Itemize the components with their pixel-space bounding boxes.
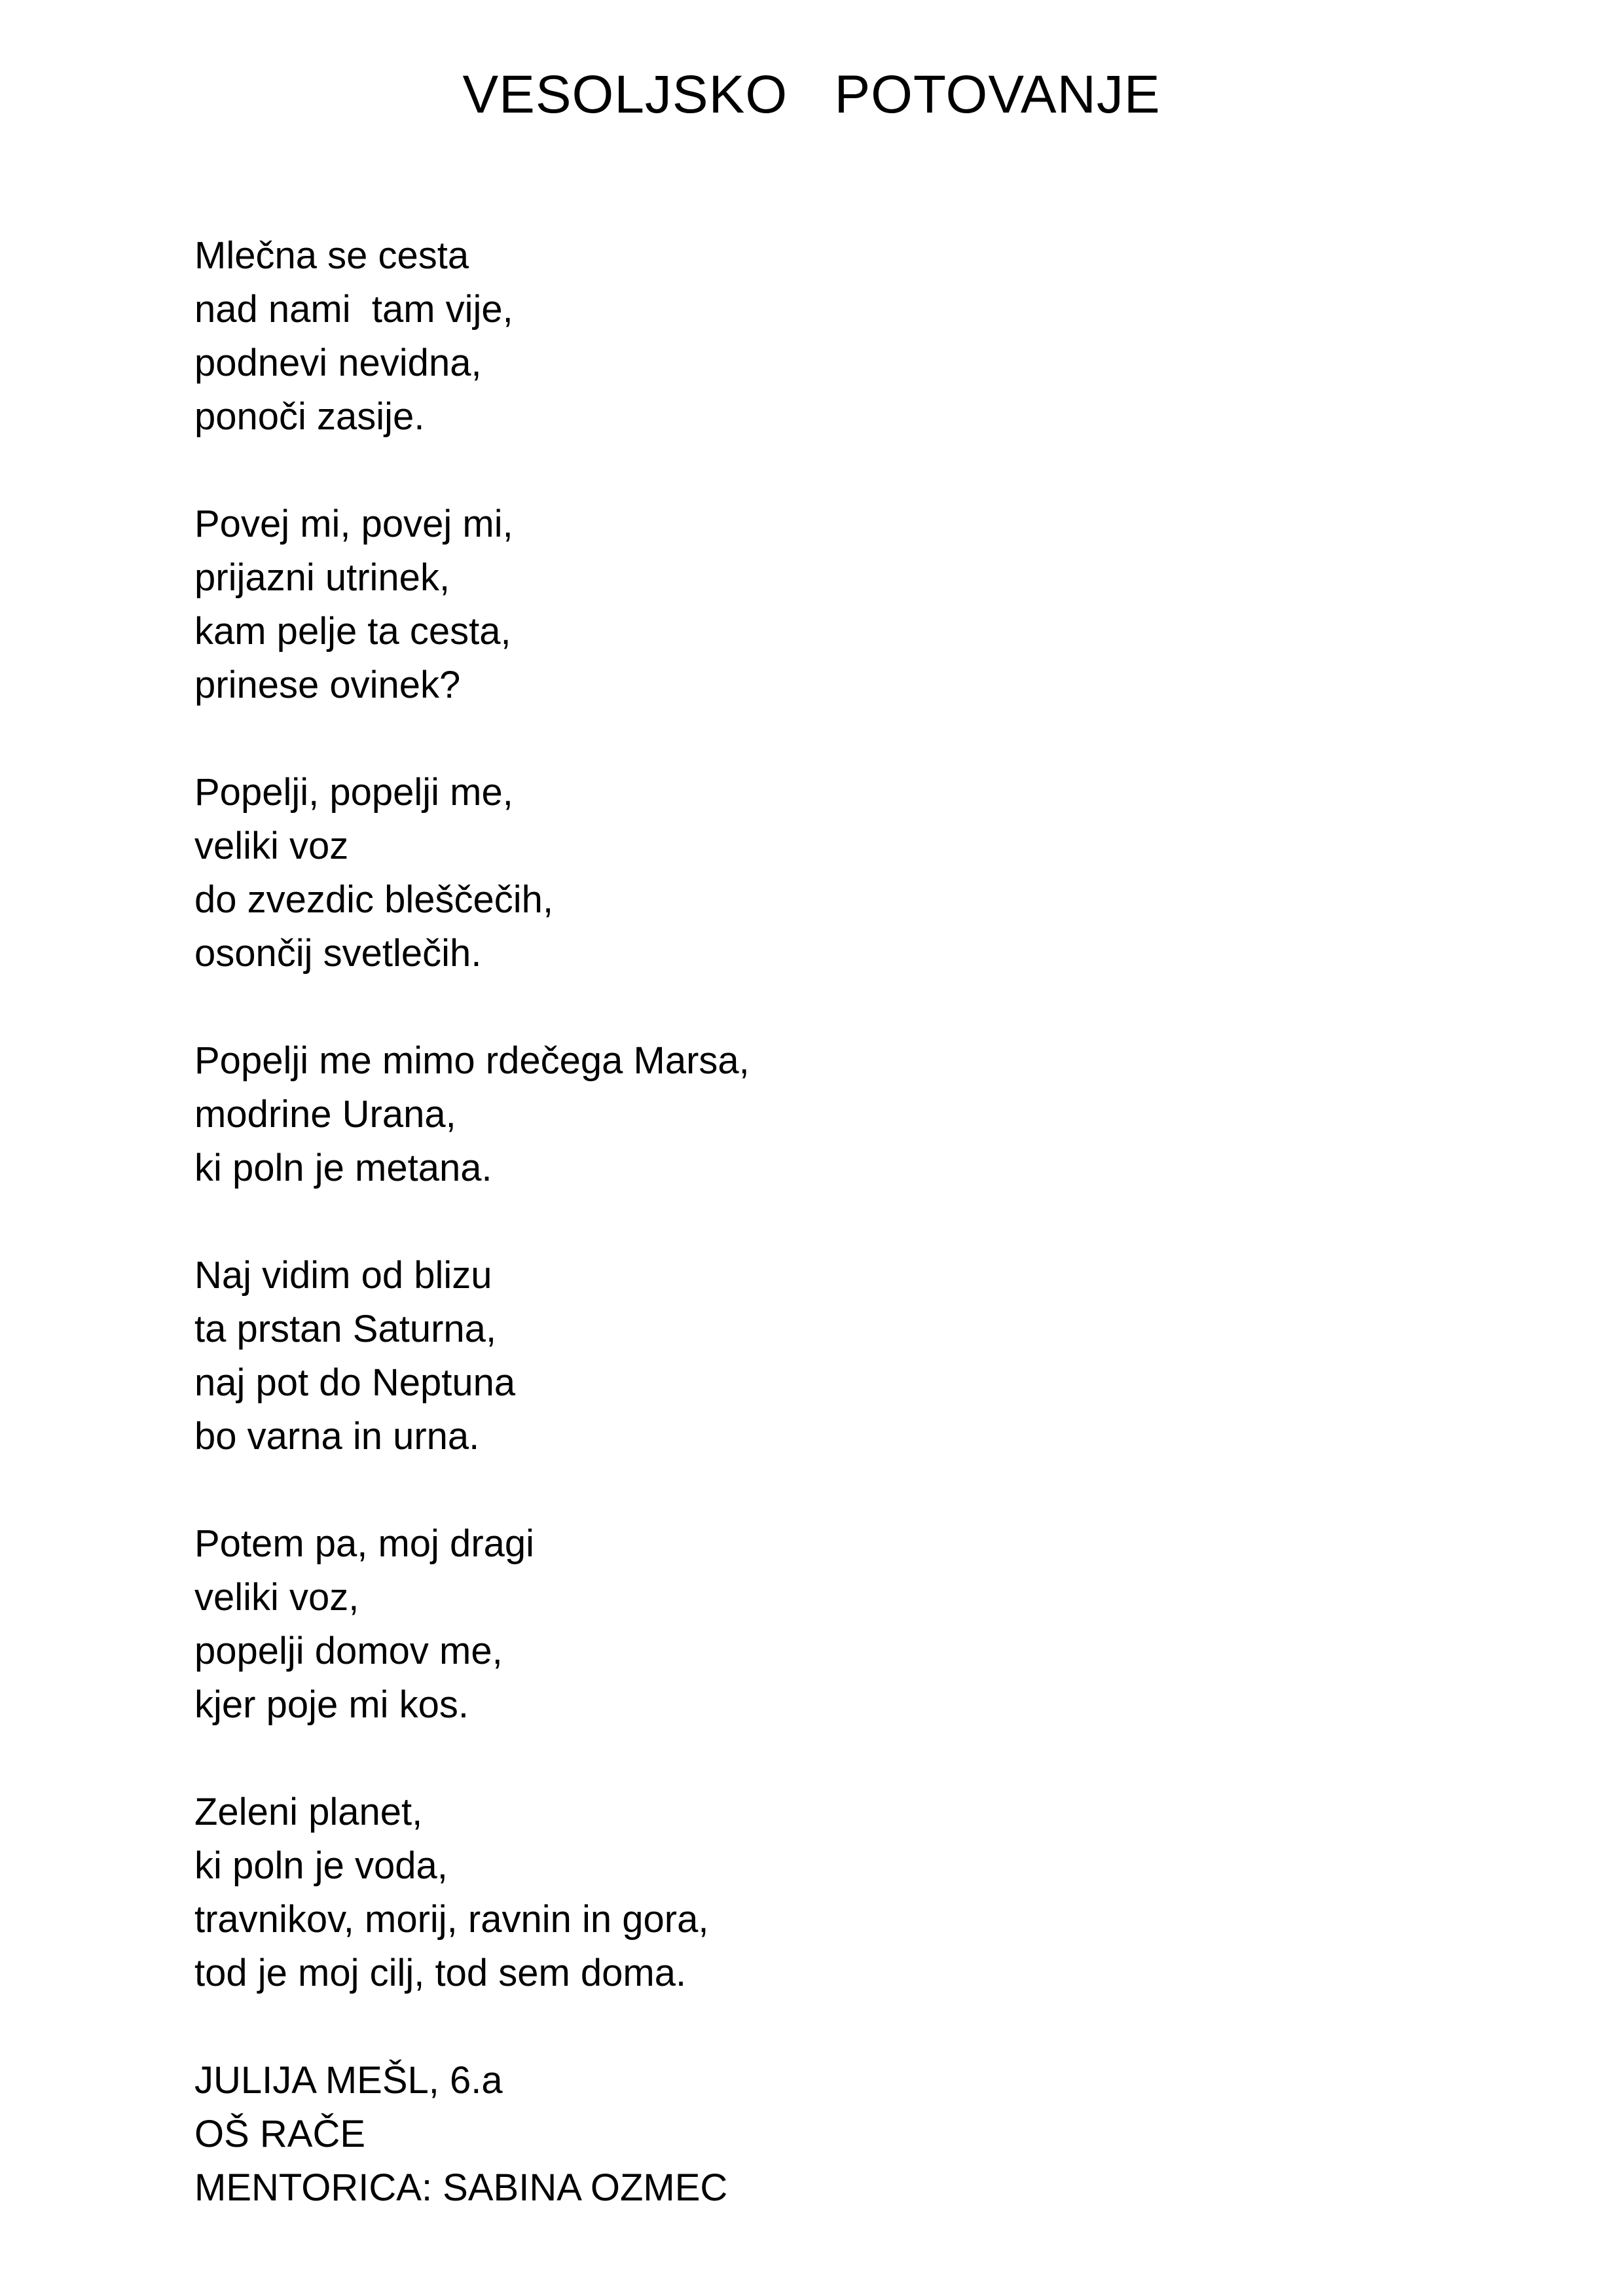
poem-line: ki poln je voda, — [194, 1844, 448, 1887]
poem-line: modrine Urana, — [194, 1093, 456, 1136]
poem-line: Zeleni planet, — [194, 1791, 423, 1833]
poem-line: tod je moj cilj, tod sem doma. — [194, 1952, 687, 1994]
poem-line: podnevi nevidna, — [194, 342, 482, 384]
stanza-4 — [194, 1034, 1438, 1195]
stanza-6 — [194, 1517, 1438, 1732]
signature-block — [194, 2054, 1438, 2215]
poem-line: Povej mi, povej mi, — [194, 503, 513, 545]
stanza-1 — [194, 229, 1438, 444]
poem-body — [194, 229, 1438, 2215]
mentor-line: MENTORICA: SABINA OZMEC — [194, 2166, 728, 2209]
poem-line: ki poln je metana. — [194, 1147, 492, 1189]
poem-line: travnikov, morij, ravnin in gora, — [194, 1898, 709, 1941]
poem-line: kjer poje mi kos. — [194, 1683, 469, 1726]
poem-line: Mlečna se cesta — [194, 234, 469, 277]
poem-line: Popelji, popelji me, — [194, 771, 513, 814]
stanza-3 — [194, 766, 1438, 980]
stanza-2 — [194, 497, 1438, 712]
poem-line: Potem pa, moj dragi — [194, 1522, 535, 1565]
poem-line: veliki voz — [194, 825, 349, 867]
poem-line: nad nami tam vije, — [194, 288, 513, 331]
poem-line: popelji domov me, — [194, 1630, 503, 1672]
poem-line: do zvezdic bleščečih, — [194, 878, 554, 921]
poem-title: VESOLJSKO POTOVANJE — [462, 65, 1161, 124]
poem-line: veliki voz, — [194, 1576, 359, 1619]
stanza-5 — [194, 1249, 1438, 1463]
poem-line: Naj vidim od blizu — [194, 1254, 492, 1297]
author-line: JULIJA MEŠL, 6.a — [194, 2059, 503, 2102]
poem-line: osončij svetlečih. — [194, 932, 482, 975]
stanza-7 — [194, 1785, 1438, 2000]
poem-line: prinese ovinek? — [194, 664, 461, 706]
poem-line: naj pot do Neptuna — [194, 1361, 516, 1404]
poem-line: bo varna in urna. — [194, 1415, 480, 1458]
poem-line: ponoči zasije. — [194, 395, 425, 438]
poem-line: ta prstan Saturna, — [194, 1308, 497, 1350]
school-line: OŠ RAČE — [194, 2113, 366, 2155]
poem-line: prijazni utrinek, — [194, 556, 450, 599]
poem-line: Popelji me mimo rdečega Marsa, — [194, 1039, 750, 1082]
poem-line: kam pelje ta cesta, — [194, 610, 511, 653]
